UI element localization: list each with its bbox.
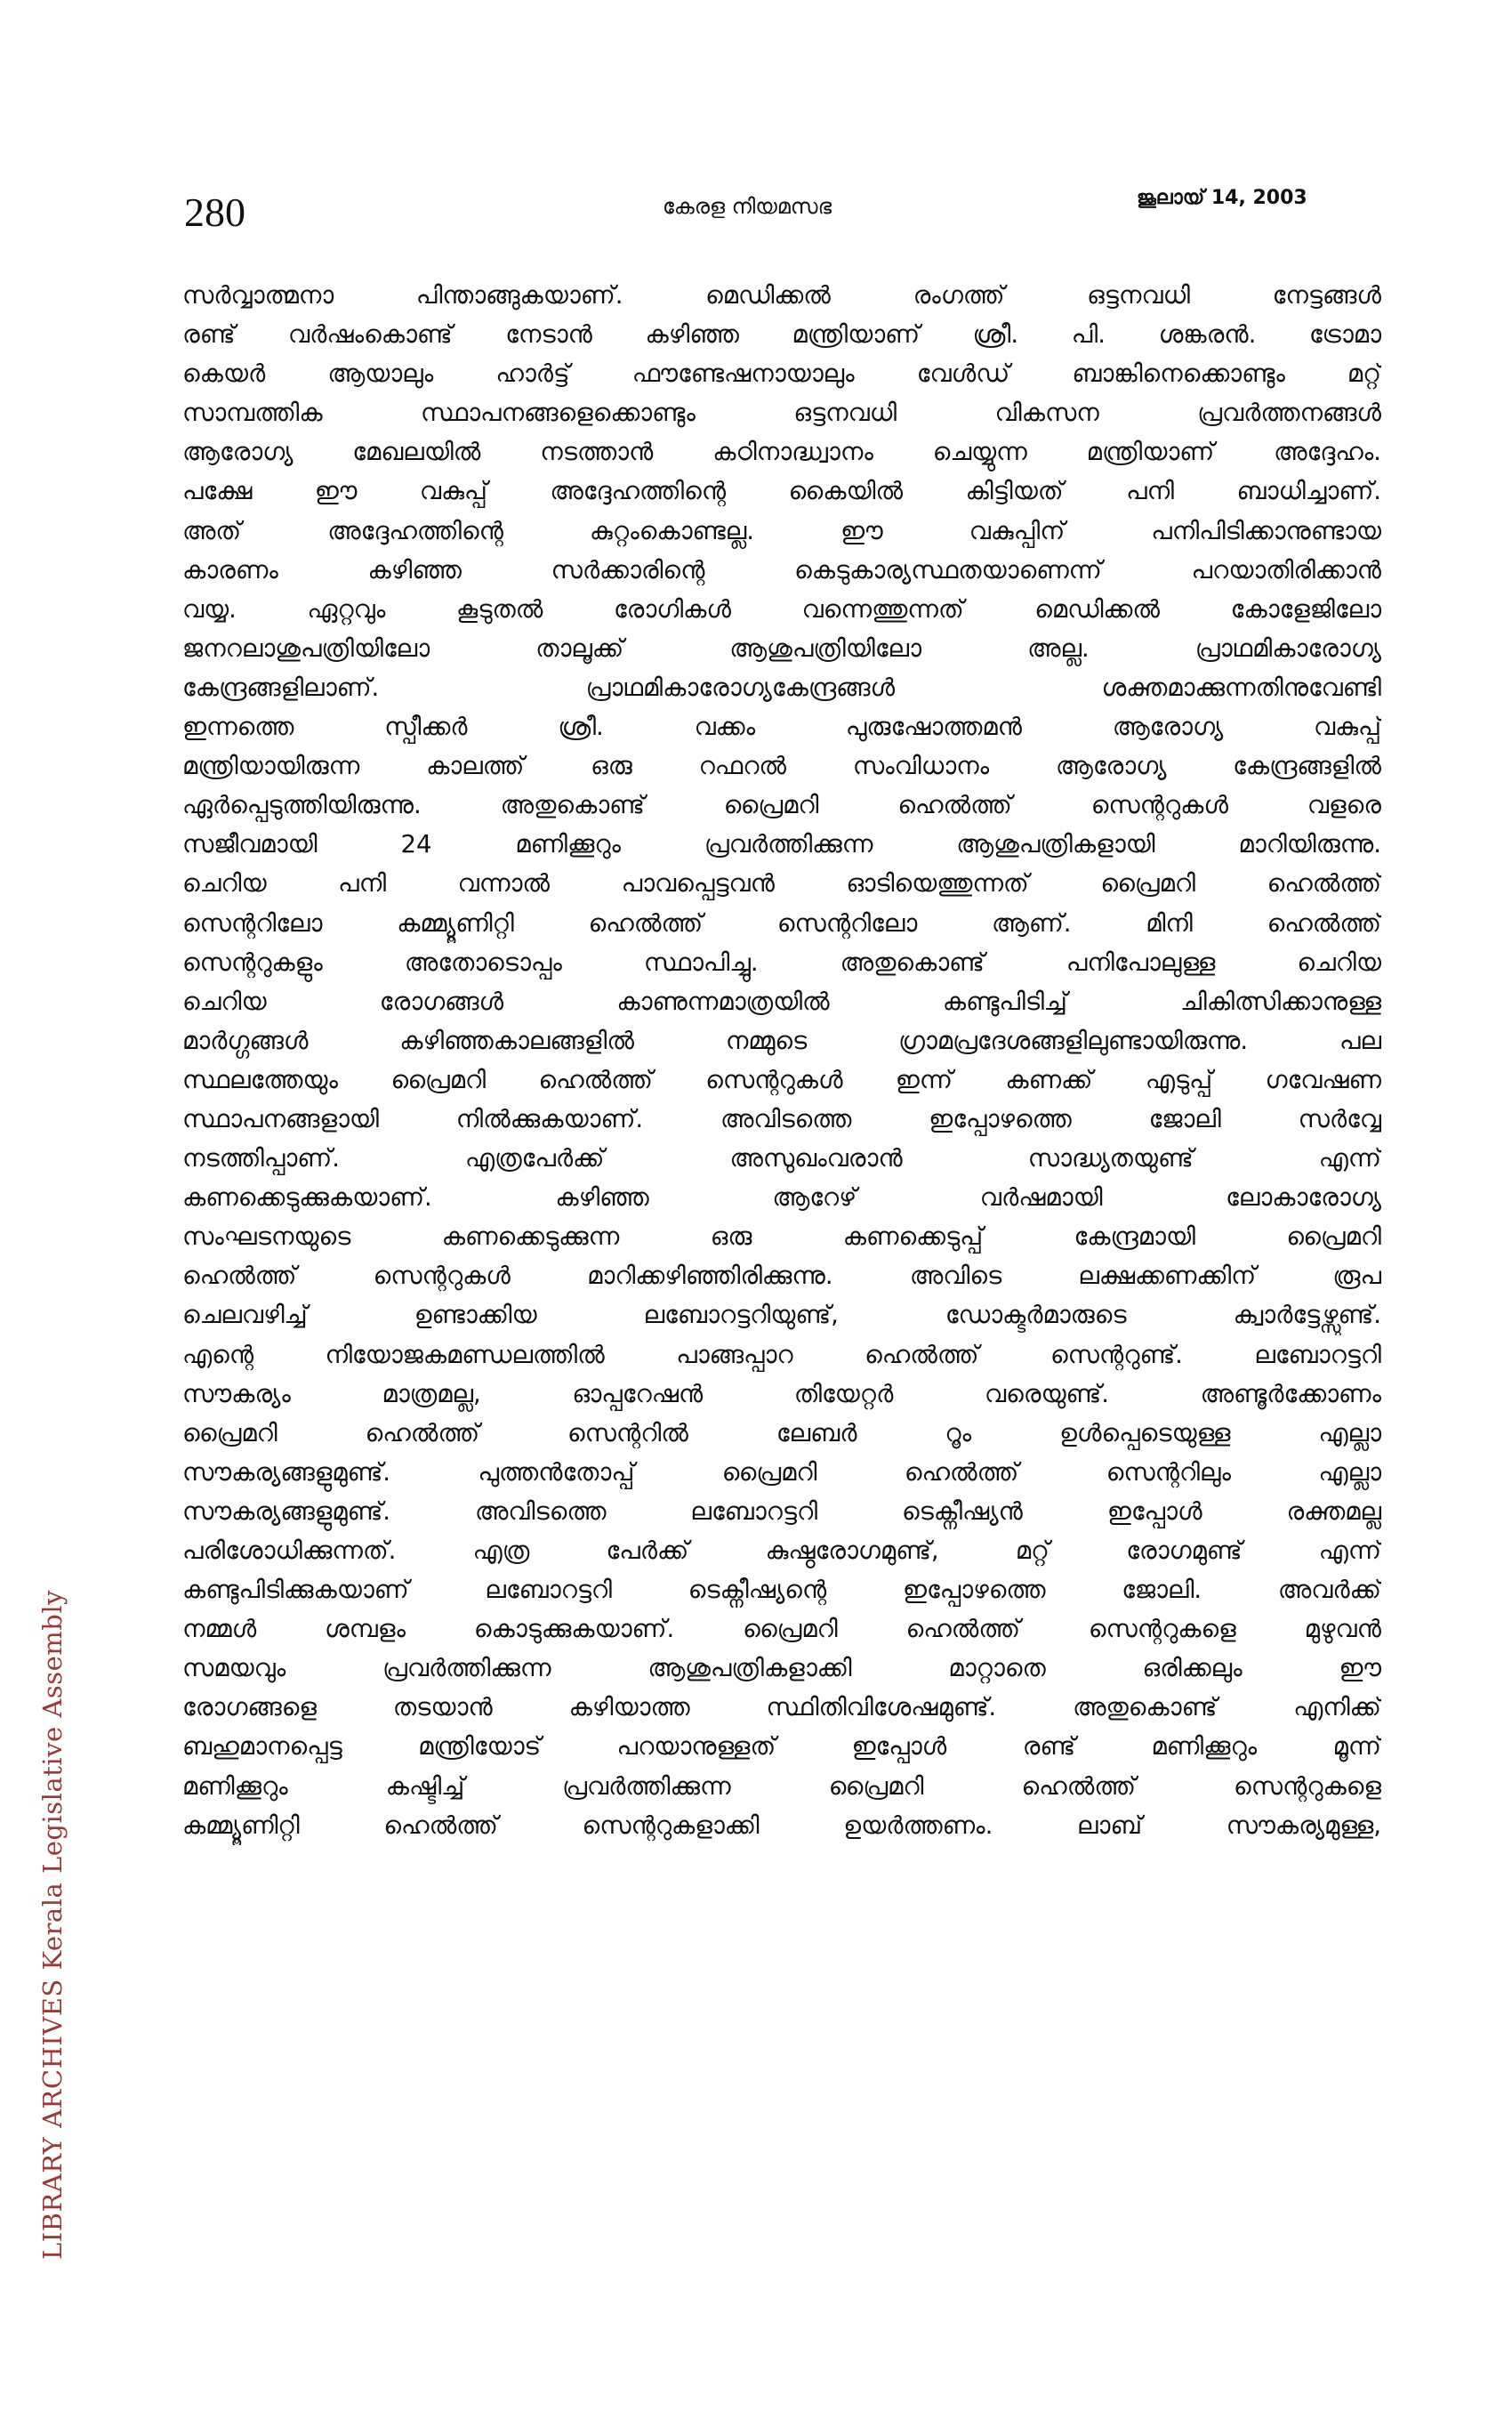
text-line: രണ്ട് വർഷംകൊണ്ട് നേടാൻ കഴിഞ്ഞ മന്ത്രിയാണ് ശ്രീ. പി. ശങ്കരൻ. ട്രോമാ — [182, 320, 1381, 350]
text-line: സൗകര്യങ്ങളുമുണ്ട്. അവിടത്തെ ലബോറട്ടറി ടെക്നീഷ്യൻ ഇപ്പോൾ രക്തമല്ല — [182, 1496, 1381, 1526]
text-line: ജനറലാശുപത്രിയിലോ താലൂക്ക് ആശുപത്രിയിലോ അല്ല. പ്രാഥമികാരോഗ്യ — [182, 633, 1381, 663]
text-line: സ്ഥലത്തേയും പ്രൈമറി ഹെൽത്ത് സെന്ററുകൾ ഇന്ന് കണക്ക് എടുപ്പ് ഗവേഷണ — [182, 1065, 1381, 1094]
page-number: 280 — [184, 189, 245, 235]
text-line: സാമ്പത്തിക സ്ഥാപനങ്ങളെക്കൊണ്ടും ഒട്ടനവധി വികസന പ്രവർത്തനങ്ങൾ — [182, 399, 1381, 428]
text-line: സൗകര്യങ്ങളുമുണ്ട്. പുത്തൻതോപ്പ് പ്രൈമറി ഹെൽത്ത് സെന്ററിലും എല്ലാ — [182, 1457, 1381, 1487]
text-line: മണിക്കൂറും കഷ്ടിച്ച് പ്രവർത്തിക്കുന്ന പ്രൈമറി ഹെൽത്ത് സെന്ററുകളെ — [182, 1771, 1381, 1801]
text-line: ബഹുമാനപ്പെട്ട മന്ത്രിയോട് പറയാനുള്ളത് ഇപ്പോൾ രണ്ട് മണിക്കൂറും മൂന്ന് — [182, 1732, 1381, 1762]
text-line: അത് അദ്ദേഹത്തിന്റെ കുറ്റംകൊണ്ടല്ല. ഈ വകുപ്പിന് പനിപിടിക്കാനുണ്ടായ — [182, 516, 1381, 545]
text-line: ചെറിയ രോഗങ്ങൾ കാണുന്നമാത്രയിൽ കണ്ടുപിടിച്ച് ചികിത്സിക്കാനുള്ള — [182, 987, 1381, 1016]
text-line: സ്ഥാപനങ്ങളായി നിൽക്കുകയാണ്. അവിടത്തെ ഇപ്പോഴത്തെ ജോലി സർവ്വേ — [182, 1104, 1381, 1133]
text-line: സൗകര്യം മാത്രമല്ല, ഓപ്പറേഷൻ തിയേറ്റർ വരെയുണ്ട്. അണ്ടൂർക്കോണം — [182, 1379, 1381, 1408]
text-line: കണ്ടുപിടിക്കുകയാണ് ലബോറട്ടറി ടെക്നീഷ്യന്റെ ഇപ്പോഴത്തെ ജോലി. അവർക്ക് — [182, 1576, 1381, 1605]
text-line: മന്ത്രിയായിരുന്ന കാലത്ത് ഒരു റഫറൽ സംവിധാനം ആരോഗ്യ കേന്ദ്രങ്ങളിൽ — [182, 752, 1381, 781]
text-line: കണക്കെടുക്കുകയാണ്. കഴിഞ്ഞ ആറേഴ് വർഷമായി ലോകാരോഗ്യ — [182, 1183, 1381, 1213]
text-line: സജീവമായി 24 മണിക്കൂറും പ്രവർത്തിക്കുന്ന ആശുപത്രികളായി മാറിയിരുന്നു. — [182, 830, 1381, 859]
text-line: പക്ഷേ ഈ വകുപ്പ് അദ്ദേഹത്തിന്റെ കൈയിൽ കിട്ടിയത് പനി ബാധിച്ചാണ്. — [182, 477, 1381, 506]
text-line: വയ്യ. ഏറ്റവും കൂടുതൽ രോഗികൾ വന്നെത്തുന്നത് മെഡിക്കൽ കോളേജിലോ — [182, 594, 1381, 624]
text-line: കേന്ദ്രങ്ങളിലാണ്. പ്രാഥമികാരോഗ്യകേന്ദ്രങ്ങൾ ശക്തമാക്കുന്നതിനുവേണ്ടി — [182, 673, 1381, 702]
text-line: കെയർ ആയാലും ഹാർട്ട് ഫൗണ്ടേഷനായാലും വേൾഡ് ബാങ്കിനെക്കൊണ്ടും മറ്റ് — [182, 359, 1381, 389]
running-title: കേരള നിയമസഭ — [663, 194, 832, 219]
text-line: നമ്മൾ ശമ്പളം കൊടുക്കുകയാണ്. പ്രൈമറി ഹെൽത്ത് സെന്ററുകളെ മുഴുവൻ — [182, 1615, 1381, 1644]
archive-watermark — [37, 836, 73, 2260]
text-line: കാരണം കഴിഞ്ഞ സർക്കാരിന്റെ കെടുകാര്യസ്ഥതയാണെന്ന് പറയാതിരിക്കാൻ — [182, 555, 1381, 585]
text-line: സംഘടനയുടെ കണക്കെടുക്കുന്ന ഒരു കണക്കെടുപ്പ് കേന്ദ്രമായി പ്രൈമറി — [182, 1222, 1381, 1252]
text-line: ചെലവഴിച്ച് ഉണ്ടാക്കിയ ലബോറട്ടറിയുണ്ട്, ഡോക്ടർമാരുടെ ക്വാർട്ടേഴ്സുണ്ട്. — [182, 1301, 1381, 1330]
text-line: സർവ്വാത്മനാ പിന്താങ്ങുകയാണ്. മെഡിക്കൽ രംഗത്ത് ഒട്ടനവധി നേട്ടങ്ങൾ — [182, 281, 1381, 310]
header-date: ജൂലായ് 14, 2003 — [1137, 187, 1307, 209]
watermark-text: LIBRARY ARCHIVES Kerala Legislative Assembly — [37, 1590, 68, 2260]
page-header — [0, 174, 1512, 246]
text-line: മാർഗ്ഗങ്ങൾ കഴിഞ്ഞകാലങ്ങളിൽ നമ്മുടെ ഗ്രാമപ്രദേശങ്ങളിലുണ്ടായിരുന്നു. പല — [182, 1026, 1381, 1055]
text-line: ഏർപ്പെടുത്തിയിരുന്നു. അതുകൊണ്ട് പ്രൈമറി ഹെൽത്ത് സെന്ററുകൾ വളരെ — [182, 791, 1381, 820]
text-line: സെന്ററിലോ കമ്മ്യൂണിറ്റി ഹെൽത്ത് സെന്ററിലോ ആണ്. മിനി ഹെൽത്ത് — [182, 908, 1381, 938]
text-line: കമ്മ്യൂണിറ്റി ഹെൽത്ത് സെന്ററുകളാക്കി ഉയർത്തണം. ലാബ് സൗകര്യമുള്ള, — [182, 1810, 1381, 1840]
text-line: ചെറിയ പനി വന്നാൽ പാവപ്പെട്ടവൻ ഓടിയെത്തുന്നത് പ്രൈമറി ഹെൽത്ത് — [182, 869, 1381, 899]
text-line: ഹെൽത്ത് സെന്ററുകൾ മാറിക്കഴിഞ്ഞിരിക്കുന്നു. അവിടെ ലക്ഷക്കണക്കിന് രൂപ — [182, 1262, 1381, 1291]
text-line: പ്രൈമറി ഹെൽത്ത് സെന്ററിൽ ലേബർ റൂം ഉൾപ്പെടെയുള്ള എല്ലാ — [182, 1418, 1381, 1447]
text-line: സമയവും പ്രവർത്തിക്കുന്ന ആശുപത്രികളാക്കി മാറ്റാതെ ഒരിക്കലും ഈ — [182, 1654, 1381, 1683]
text-line: എന്റെ നിയോജകമണ്ഡലത്തിൽ പാങ്ങപ്പാറ ഹെൽത്ത് സെന്ററുണ്ട്. ലബോറട്ടറി — [182, 1340, 1381, 1369]
text-line: രോഗങ്ങളെ തടയാൻ കഴിയാത്ത സ്ഥിതിവിശേഷമുണ്ട്. അതുകൊണ്ട് എനിക്ക് — [182, 1693, 1381, 1722]
text-line: നടത്തിപ്പാണ്. എത്രപേർക്ക് അസുഖംവരാൻ സാദ്ധ്യതയുണ്ട് എന്ന് — [182, 1144, 1381, 1173]
text-line: ഇന്നത്തെ സ്പീക്കർ ശ്രീ. വക്കം പുരുഷോത്തമൻ ആരോഗ്യ വകുപ്പ് — [182, 713, 1381, 742]
text-line: ആരോഗ്യ മേഖലയിൽ നടത്താൻ കഠിനാദ്ധ്വാനം ചെയ്യുന്ന മന്ത്രിയാണ് അദ്ദേഹം. — [182, 438, 1381, 467]
text-line: സെന്ററുകളും അതോടൊപ്പം സ്ഥാപിച്ചു. അതുകൊണ്ട് പനിപോലുള്ള ചെറിയ — [182, 947, 1381, 977]
body-text — [182, 276, 1381, 1845]
text-line: പരിശോധിക്കുന്നത്. എത്ര പേർക്ക് കുഷ്ഠരോഗമുണ്ട്, മറ്റ് രോഗമുണ്ട് എന്ന് — [182, 1536, 1381, 1565]
